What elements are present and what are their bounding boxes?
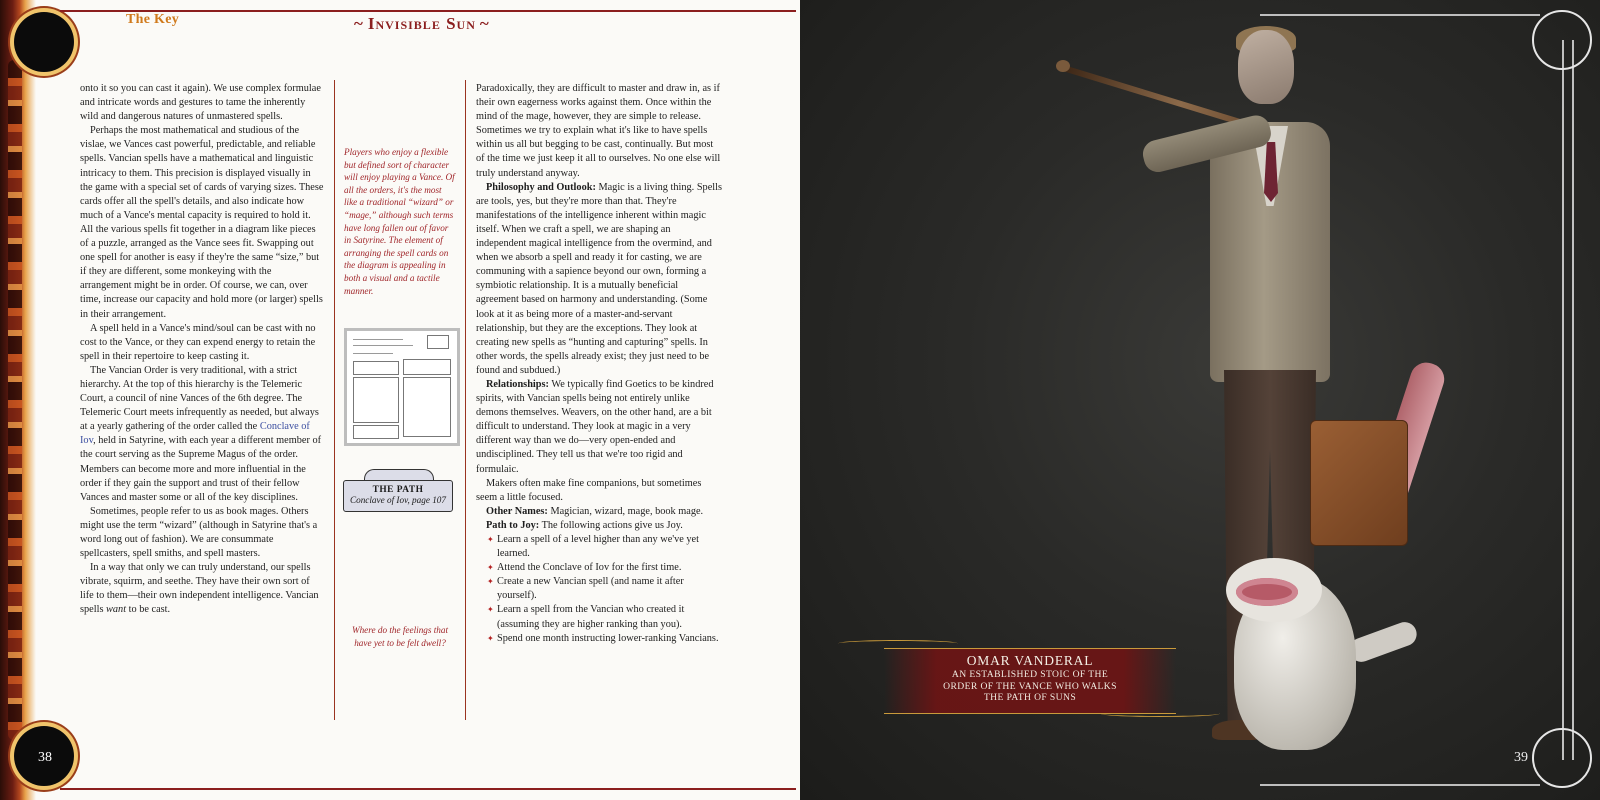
creature-mouth	[1236, 578, 1298, 606]
paragraph-path-to-joy: Path to Joy: The following actions give us Joy.	[486, 519, 683, 531]
sidebar-note-2: Where do the feelings that have yet to be felt dwell?	[351, 625, 449, 648]
path-reference: Conclave of Iov, page 107	[349, 495, 446, 505]
conclave-link[interactable]: Conclave of Iov	[80, 421, 310, 447]
bottom-corner-medallion-right	[1532, 728, 1592, 788]
top-rule-right	[1260, 14, 1540, 16]
paragraph: In a way that only we can truly understand, our spells vibrate, squirm, and seethe. They have their own sort of life to them—their own independent intelligence. Vancian spells want to be cast.	[80, 562, 319, 616]
paragraph-other-names: Other Names: Magician, wizard, mage, book mage.	[486, 505, 704, 517]
list-item: ✦ Learn a spell from the Vancian who created it (assuming they are higher ranking than you).	[488, 603, 722, 631]
right-ornamental-border	[1562, 40, 1574, 760]
caption-flourish	[838, 640, 958, 647]
sidebar-note: Players who enjoy a flexible but defined sort of character will enjoy playing a Vance. Of all the orders, it's the most like a traditional “wizard” or “mage,” although such terms have long fallen out of favor in Satyrine. The element of arranging the spell cards on the diagram is appealing in both a visual and a tactile manner.	[344, 147, 455, 296]
paragraph: Makers often make fine companions, but sometimes seem a little focused.	[476, 477, 702, 503]
paragraph-philosophy: Philosophy and Outlook: Magic is a living thing. Spells are tools, yes, but they're more than that. They're manifestations of the intelligence inherent within magic itself. When we craft a spell, we are shaping an independent magical intelligence from the overmind, and when we absorb a spell and ready it for casting, we are communing with a sapience beyond our own, forming a symbiotic relationship. It is a mutually beneficial agreement based on harmony and understanding. (Some look at it as being more of a master-and-servant relationship, but they are the exceptions. They look at creating new spells as “hunting and capturing” spells. In other words, the spells already exist; they just need to be found and subdued.)	[476, 181, 723, 376]
paragraph-relationships: Relationships: We typically find Goetics to be kindred spirits, with Vancian spells being not entirely unlike demons themselves. Weavers, on the other hand, are a bit difficult to understand. They look at magic in a very different way than we do—very open-ended and undisciplined. They tell us that we're too rigid and formulaic.	[476, 378, 714, 475]
chapter-title: The Key	[126, 12, 180, 27]
list-item: ✦ Attend the Conclave of Iov for the first time.	[488, 561, 722, 575]
bottom-rule	[60, 788, 796, 790]
page-number-left: 38	[38, 750, 52, 765]
list-item: ✦ Create a new Vancian spell (and name it after yourself).	[488, 575, 722, 603]
list-item: ✦ Learn a spell of a level higher than any we've yet learned.	[488, 533, 722, 561]
top-corner-medallion-right	[1532, 10, 1592, 70]
paragraph-order: The Vancian Order is very traditional, with a strict hierarchy. At the top of this hierarchy is the Telemeric Court, a council of nine Vances of the 6th degree. The Telemeric Court meets infrequently as needed, but always at a yearly gathering of the order called the Conclave of Iov, held in Satyrine, with each year a different member of the court serving as the Supreme Magus of the order. Members can become more and more influential in the order if they gain the support and trust of their fellow Vances and master some or all of the key disciplines.	[80, 364, 322, 503]
paragraph: Paradoxically, they are difficult to master and draw in, as if their own eagerness works against them. Once within the mind of the mage, however, they are simple to release. Sometimes we try to explain what it's like to have spells within us all but begging to be cast, continually. But most of the time we just keep it all to ourselves. No one else will truly understand anyway.	[476, 83, 721, 179]
character-head	[1238, 30, 1294, 104]
caption-flourish	[1100, 710, 1220, 717]
paragraph: Perhaps the most mathematical and studious of the vislae, we Vances cast powerful, predictable, and reliable spells. Vancian spells have a mathematical and linguistic intricacy to them. This precision is displayed visually in the game with a special set of cards of varying sizes. These cards offer all the spell's details, and also indicate how much of a Vance's mental capacity is required to hold it. All the various spells fit together in a diagram like pieces of a puzzle, arranged as the Vance sees fit. Swapping out one spell for another is easy if they're the same “size,” but if they are different, some monkeying with the arrangement might be in order. Of course, we can, over time, increase our capacity and hold more (or larger) spells in their arrangement.	[80, 125, 324, 320]
spell-diagram-thumbnail	[344, 328, 460, 446]
paragraph: onto it so you can cast it again). We use complex formulae and intricate words and gestures to tame the inherently wild and dangerous natures of unmastered spells.	[80, 83, 321, 123]
page-number-right: 39	[1514, 750, 1528, 765]
list-item: ✦ Spend one month instructing lower-ranking Vancians.	[488, 632, 722, 646]
column-divider	[334, 80, 335, 720]
path-reference-box[interactable]	[343, 480, 453, 512]
briefcase	[1310, 420, 1408, 546]
text-column-3	[476, 82, 722, 646]
game-logo: ~ Invisible Sun ~	[350, 14, 494, 34]
character-caption	[884, 648, 1176, 714]
character-name: OMAR VANDERAL	[966, 653, 1094, 668]
joy-list	[476, 533, 722, 646]
path-label: THE PATH	[372, 485, 424, 495]
sidebar-column	[344, 146, 456, 297]
right-page	[800, 0, 1600, 800]
top-corner-medallion	[14, 12, 74, 72]
path-ornament	[364, 469, 434, 480]
column-divider	[465, 80, 466, 720]
text-column-1	[80, 82, 324, 618]
paragraph: Sometimes, people refer to us as book mages. Others might use the term “wizard” (although in Satyrine that's a word long out of fashion). We are consummate spellcasters, spell smiths, and spell masters.	[80, 505, 318, 560]
bottom-rule-right	[1260, 784, 1540, 786]
left-ornamental-border	[0, 0, 36, 800]
paragraph: A spell held in a Vance's mind/soul can be cast with no cost to the Vance, or they can expend energy to retain the spell in their repertoire to keep casting it.	[80, 322, 316, 362]
character-description-line: AN ESTABLISHED STOIC OF THE	[951, 669, 1109, 680]
character-description-line: THE PATH OF SUNS	[983, 692, 1077, 704]
character-description-line: ORDER OF THE VANCE WHO WALKS	[943, 680, 1117, 692]
